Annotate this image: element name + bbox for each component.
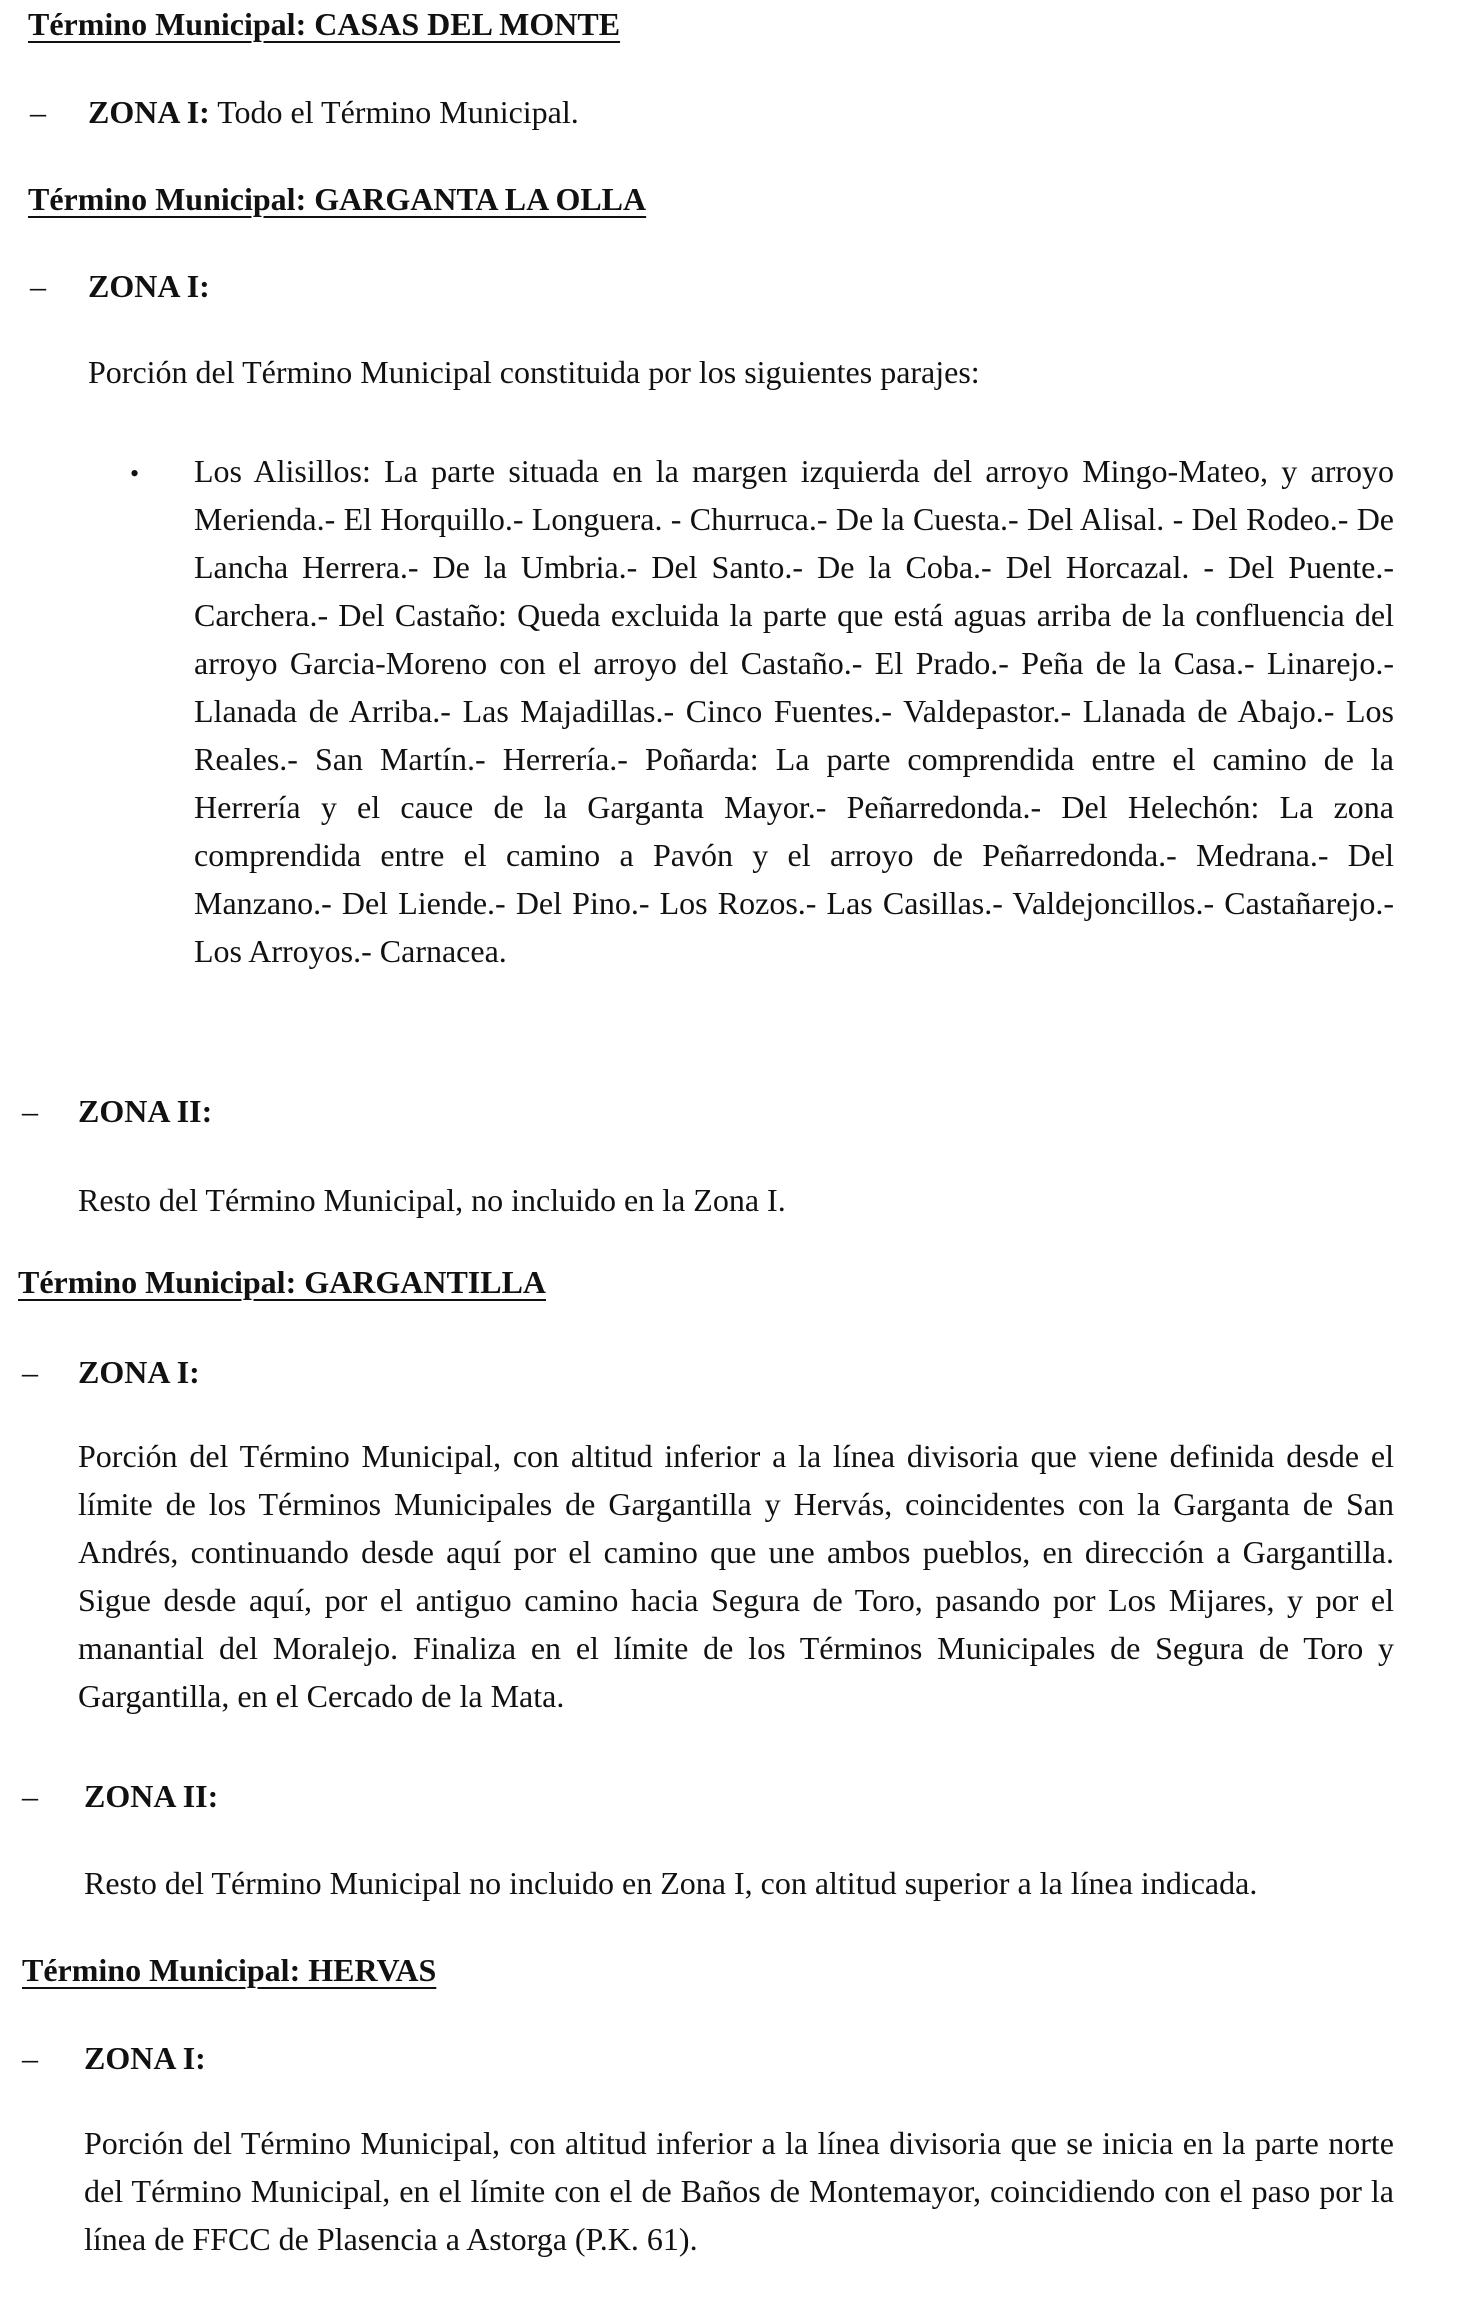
garganta-zona-2 bbox=[78, 1091, 212, 1131]
zona-label: ZONA I: bbox=[88, 268, 210, 304]
zona-label: ZONA I: bbox=[88, 94, 210, 130]
dash-marker: – bbox=[22, 1778, 38, 1814]
casas-zona-1 bbox=[88, 92, 579, 132]
gargantilla-zona-1 bbox=[78, 1352, 200, 1392]
zona-label: ZONA II: bbox=[84, 1778, 219, 1814]
garganta-zona-1 bbox=[88, 266, 210, 306]
zona-label: ZONA I: bbox=[78, 1354, 200, 1390]
zona-label: ZONA II: bbox=[78, 1093, 213, 1129]
garganta-zona-2-text: Resto del Término Municipal, no incluido en la Zona I. bbox=[78, 1182, 786, 1218]
dash-marker: – bbox=[22, 1354, 38, 1390]
zona-label: ZONA I: bbox=[84, 2040, 206, 2076]
zona-text: Todo el Término Municipal. bbox=[209, 94, 579, 130]
heading-hervas: Término Municipal: HERVAS bbox=[22, 1952, 437, 1988]
garganta-parajes-list: Los Alisillos: La parte situada en la margen izquierda del arroyo Mingo-Mateo, y arroyo Merienda.- El Horquillo.- Longuera. - Churruca.- De la Cuesta.- Del Alisal. - Del Rodeo.- De Lancha Herrera.- De la Umbria.- Del Santo.- De la Coba.- Del Horcazal. - Del Puente.- Carchera.- Del Castaño: Queda excluida la parte que está aguas arriba de la confluencia del arroyo Garcia-Moreno con el arroyo del Castaño.- El Prado.- Peña de la Casa.- Linarejo.- Llanada de Arriba.- Las Majadillas.- Cinco Fuentes.- Valdepastor.- Llanada de Abajo.- Los Reales.- San Martín.- Herrería.- Poñarda: La parte comprendida entre el camino de la Herrería y el cauce de la Garganta Mayor.- Peñarredonda.- Del Helechón: La zona comprendida entre el camino a Pavón y el arroyo de Peñarredonda.- Medrana.- Del Manzano.- Del Liende.- Del Pino.- Los Rozos.- Las Casillas.- Valdejoncillos.- Castañarejo.- Los Arroyos.- Carnacea. bbox=[194, 453, 1394, 969]
heading-gargantilla: Término Municipal: GARGANTILLA bbox=[18, 1264, 547, 1300]
hervas-zona-1 bbox=[84, 2038, 206, 2078]
garganta-zona-1-intro: Porción del Término Municipal constituida por los siguientes parajes: bbox=[88, 354, 980, 390]
bullet-marker: • bbox=[130, 459, 140, 488]
gargantilla-zona-1-text: Porción del Término Municipal, con altitud inferior a la línea divisoria que viene definida desde el límite de los Términos Municipales de Gargantilla y Hervás, coincidentes con la Garganta de San Andrés, continuando desde aquí por el camino que une ambos pueblos, en dirección a Gargantilla. Sigue desde aquí, por el antiguo camino hacia Segura de Toro, pasando por Los Mijares, y por el manantial del Moralejo. Finaliza en el límite de los Términos Municipales de Segura de Toro y Gargantilla, en el Cercado de la Mata. bbox=[78, 1438, 1394, 1714]
gargantilla-zona-2-text: Resto del Término Municipal no incluido en Zona I, con altitud superior a la línea indicada. bbox=[84, 1865, 1258, 1901]
dash-marker: – bbox=[22, 1093, 38, 1129]
heading-casas-del-monte: Término Municipal: CASAS DEL MONTE bbox=[28, 6, 621, 42]
dash-marker: – bbox=[30, 268, 46, 304]
dash-marker: – bbox=[30, 94, 46, 130]
hervas-zona-1-text: Porción del Término Municipal, con altitud inferior a la línea divisoria que se inicia en la parte norte del Término Municipal, en el límite con el de Baños de Montemayor, coincidiendo con el paso por la línea de FFCC de Plasencia a Astorga (P.K. 61). bbox=[84, 2125, 1394, 2257]
heading-garganta-la-olla: Término Municipal: GARGANTA LA OLLA bbox=[28, 181, 647, 217]
dash-marker: – bbox=[22, 2040, 38, 2076]
gargantilla-zona-2 bbox=[84, 1776, 218, 1816]
